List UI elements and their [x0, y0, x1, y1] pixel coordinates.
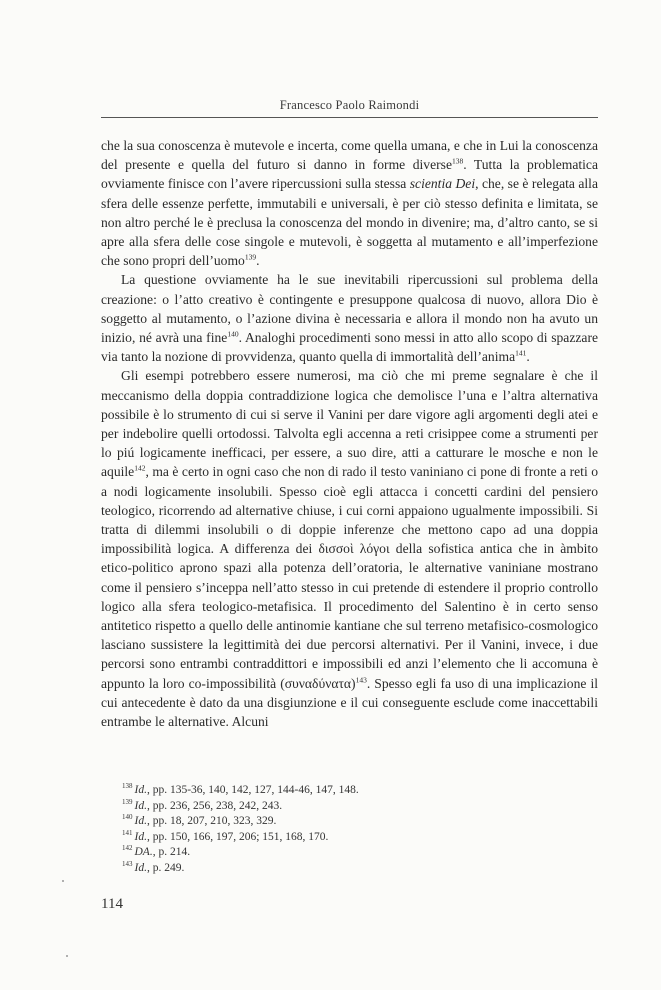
footnote-ref: 140 [227, 329, 239, 339]
footnote [122, 814, 592, 830]
footnote [122, 799, 592, 815]
footnote-source: Id. [134, 861, 147, 874]
footnote-text: , pp. 236, 256, 238, 242, 243. [146, 799, 283, 812]
footnote-ref: 143 [355, 675, 367, 685]
footnote-ref: 139 [244, 252, 257, 262]
footnote-text: , p. 249. [146, 861, 185, 874]
header-rule [101, 117, 598, 118]
text-run: . Spesso egli fa uso di una implicazione il cui antecedente è dato da una disgiunzione e il cui conseguente esclude come inaccettabili entrambe le alternative. Alcuni [101, 675, 598, 730]
footnote-source: DA. [134, 846, 153, 858]
footnote-ref: 142 [134, 463, 146, 473]
footnote-number: 140 [122, 813, 133, 822]
footnote-number: 141 [122, 828, 133, 837]
italic-term: scientia Dei [409, 176, 476, 192]
footnotes [122, 783, 592, 876]
text-run: La questione ovviamente ha le sue inevitabili ripercussioni sul problema della creazione: o l’atto creativo è contingente e presuppone qualcosa di nuovo, allora Dio è soggetto al mutamento, o l’azione divina è necessaria e allora il mondo non ha avuto un inizio, né avrà una fine [101, 272, 598, 346]
footnote-source: Id. [134, 784, 147, 796]
footnote-text: , pp. 135-36, 140, 142, 127, 144-46, 147, 148. [146, 784, 359, 796]
footnote-text: , p. 214. [152, 846, 191, 858]
scan-speck [62, 880, 64, 882]
text-run: . [256, 253, 260, 269]
text-run: . Tutta la problematica ovviamente finisce con l’avere ripercussioni sulla stessa [101, 157, 598, 192]
footnote-ref: 138 [451, 156, 464, 166]
paragraph [101, 136, 598, 270]
text-run: . [526, 349, 530, 365]
footnote-source: Id. [134, 815, 147, 827]
paragraph [101, 366, 598, 731]
footnote-ref: 141 [515, 348, 527, 358]
main-text [101, 136, 598, 731]
footnote-source: Id. [134, 830, 147, 843]
page-number: 114 [101, 896, 123, 912]
footnote [122, 845, 592, 861]
text-run: , che, se è relegata alla sfera delle essenze perfette, immutabili e universali, è per ciò stesso definita e limitata, se non altro perché le è preclusa la conoscenza del mondo in divenire; ma, d’altro canto, se si apre alla sfera delle cose singole e mutevoli, è soggetta al mutamento e all’imperfezione che sono propri dell’uomo [101, 176, 598, 269]
text-run: . Analoghi procedimenti sono messi in atto allo scopo di spazzare via tanto la nozione di provvidenza, quanto quella di immortalità dell’anima [101, 330, 598, 365]
footnote [122, 830, 592, 846]
footnote-number: 143 [122, 859, 133, 868]
running-header: Francesco Paolo Raimondi [279, 98, 420, 112]
footnote [122, 861, 592, 877]
text-run: che la sua conoscenza è mutevole e incerta, come quella umana, e che in Lui la conoscenza del presente e quella del futuro si danno in forme diverse [101, 138, 598, 173]
footnote-number: 139 [122, 797, 133, 806]
text-run: Gli esempi potrebbero essere numerosi, ma ciò che mi preme segnalare è che il meccanismo della doppia contraddizione logica che demolisce l’una e l’altra alternativa possibile è lo strumento di cui si serve il Vanini per dare vigore agli argomenti degli atei e per indebolire quelli ortodossi. Talvolta egli accenna a reti crisippee come a strumenti per lo piú logicamente inefficaci, per essere, a suo dire, atti a catturare le mosche e non le aquile [101, 368, 598, 480]
footnote-text: , pp. 150, 166, 197, 206; 151, 168, 170. [146, 830, 329, 843]
footnote-source: Id. [134, 799, 147, 812]
paragraph [101, 270, 598, 366]
footnote [122, 783, 592, 799]
scan-speck [66, 955, 68, 957]
footnote-number: 138 [122, 782, 133, 791]
footnote-number: 142 [122, 844, 133, 853]
footnote-text: , pp. 18, 207, 210, 323, 329. [146, 815, 277, 827]
text-run: , ma è certo in ogni caso che non di rado il testo vaniniano ci pone di fronte a reti o a nodi logicamente insolubili. Spesso cioè egli attacca i concetti cardini del pensiero teologico, ricorrendo ad alternative chiuse, i cui corni appaiono ugualmente impossibili. Si tratta di dilemmi insolubili o di doppie inferenze che mettono capo ad una doppia impossibilità logica. A differenza dei δισσοὶ λόγοι della sofistica antica che in àmbito etico-politico aprono spazi alla potenza dell’oratoria, le alternative vaniniane mostrano come il pensiero s’inceppa nell’atto stesso in cui pretende di estendere il proprio controllo logico alla sfera teologico-metafisica. Il procedimento del Salentino è in certo senso antitetico rispetto a quello delle antinomie kantiane che sul terreno metafisico-cosmologico lasciano sussistere la legittimità dei due percorsi alternativi. Per il Vanini, invece, i due percorsi sono entrambi contraddittori e impossibili ed anzi l’elemento che li accomuna è appunto la loro co-impossibilità (συναδύνατα) [101, 464, 598, 691]
